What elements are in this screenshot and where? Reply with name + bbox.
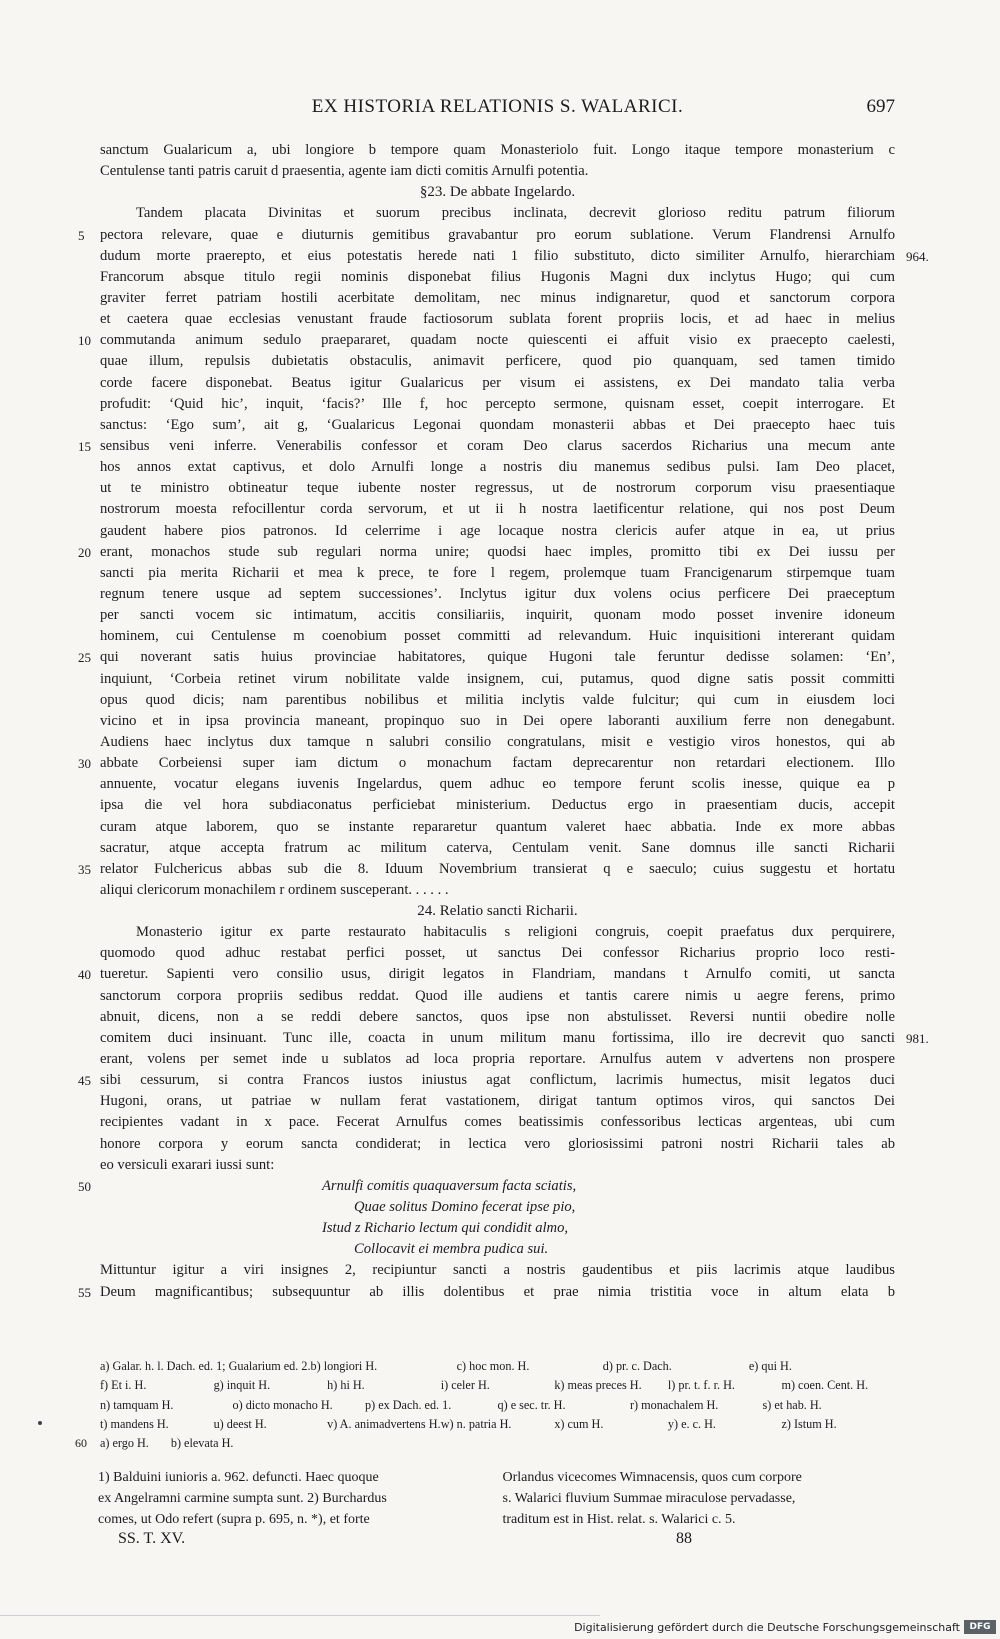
line-text: gaudent habere pios patronos. Id celerrime i age locaque nostra clericis aufer atque in ea, ut prius [100, 522, 895, 539]
text-line [78, 964, 895, 985]
line-number: 55 [78, 1284, 91, 1300]
line-text: quomodo quod adhuc restabat perfici posset, ut sanctus Dei confessor Richarius proprio loco resti- [100, 945, 895, 962]
line-text: et caetera quae ecclesias venustant fraude factiosorum sublata forent propriis locis, et ad haec in melius [100, 311, 895, 328]
line-text: commutanda animum sedulo praepararet, quadam nocte quiescenti ei affuit visio ex praecepto caelesti, [100, 332, 895, 349]
text-line [100, 1134, 895, 1155]
line-text: Deum magnificantibus; subsequuntur ab illis dolentibus et prae nimia tristitia voce in altum elata b [100, 1283, 895, 1300]
footnote-entry: a) ergo H. [100, 1436, 149, 1451]
footnote-entry: f) Et i. H. [100, 1378, 147, 1393]
volume-signature: SS. T. XV. [118, 1530, 186, 1547]
line-text: ipsa die vel hora subdiaconatus perficiebat ministerium. Deductus ergo in praesentiam ducis, accepit [100, 797, 895, 814]
footnote-row [75, 1434, 895, 1453]
footnote-entry: p) ex Dach. ed. 1. [365, 1397, 452, 1412]
bottom-note-line: ex Angelramni carmine sumpta sunt. 2) Burchardus [98, 1491, 387, 1506]
line-text: 24. Relatio sancti Richarii. [417, 903, 578, 920]
line-text: sanctum Gualaricum a, ubi longiore b tempore quam Monasteriolo fuit. Longo itaque tempore monasterium c [100, 142, 895, 158]
text-line [78, 859, 895, 880]
text-line [78, 647, 895, 668]
line-text: regnum tenere usque ad septem successiones’. Inclytus igitur dux volens ocius perficere Dei praeceptum [100, 585, 895, 602]
footnote-entry: i) celer H. [440, 1378, 490, 1393]
footnote-entry: n) tamquam H. [100, 1397, 174, 1412]
text-line [100, 140, 895, 161]
text-line [100, 669, 895, 690]
verse-line [100, 1239, 895, 1260]
footnote-entry: a) Galar. h. l. Dach. ed. 1; Gualarium ed. 2. [100, 1359, 311, 1373]
line-text: aliqui clericorum monachilem r ordinem susceperant. . . . . . [100, 881, 449, 898]
footnote-entry: v) A. animadvertens H. [327, 1416, 441, 1431]
text-line [100, 774, 895, 795]
footnote-row [100, 1396, 895, 1415]
line-text: vicino et in ipsa provincia maneant, propinquo suo in Dei opere laboranti auxilium ferre non denegabunt. [100, 712, 895, 729]
line-number: 10 [78, 333, 91, 349]
line-text: Centulense tanti patris caruit d praesentia, agente iam dicti comitis Arnulfi potentia. [100, 163, 589, 180]
text-line [100, 690, 895, 711]
line-text: pectora relevare, quae e diuturnis gemitibus gravabantur pro eorum sublatione. Verum Flandrensi Arnulfo [100, 226, 895, 243]
footnote-entry: e) qui H. [748, 1359, 792, 1373]
text-line [100, 563, 895, 584]
margin-year: 964. [906, 248, 929, 264]
text-line [100, 203, 895, 224]
text-line [100, 1260, 895, 1281]
footnote-entry: h) hi H. [327, 1378, 365, 1393]
footnote-entry: o) dicto monacho H. [232, 1397, 333, 1412]
verse-line [100, 1218, 895, 1239]
text-line [100, 605, 895, 626]
folio-number: 88 [676, 1530, 692, 1547]
line-number: 50 [78, 1178, 91, 1194]
text-line [100, 711, 895, 732]
text-line [100, 351, 895, 372]
line-text: annuente, vocatur elegans iuvenis Ingelardus, quem adhuc eo tempore ferunt scolis inesse, quique ea p [100, 776, 895, 793]
text-line [78, 1070, 895, 1091]
footnote-entry: d) pr. c. Dach. [602, 1359, 672, 1373]
line-text: sanctus: ‘Ego sum’, ait g, ‘Gualaricus Legonai quondam monasterii abbas et Dei praecepto haec tuis [100, 416, 895, 433]
margin-dot [38, 1421, 42, 1425]
verse-line [100, 1197, 895, 1218]
line-text: sanctorum corpora propriis sedibus reddat. Quod ille audiens et tantis carere nimis u aegre ferens, primo [100, 987, 895, 1004]
footnote-entry: l) pr. t. f. r. H. [667, 1378, 735, 1393]
text-line [100, 457, 895, 478]
main-text [78, 140, 929, 1303]
text-line [100, 478, 895, 499]
line-text: relator Fulchericus abbas sub die 8. Iduum Novembrium transierat q e saeculo; cuius suggestu et hortatu [100, 860, 895, 877]
text-line [100, 267, 895, 288]
margin-year: 981. [906, 1030, 929, 1046]
footnote-entry: k) meas preces H. [554, 1378, 642, 1393]
line-text: sibi cessurum, si contra Francos iustos iniustus agat conflictum, lacrimis humectus, misit legatos duci [100, 1072, 895, 1089]
line-number: 20 [78, 544, 91, 560]
line-text: inquiunt, ‘Corbeia retinet virum nobilitate valde insignem, cui, putamus, quod digne satis possit committi [100, 670, 895, 687]
text-line [100, 499, 895, 520]
line-text: sancti pia merita Richarii et mea k prece, te fore l regem, prolemque tuam Francigenarum stirpemque tuam [100, 564, 895, 581]
bottom-note-line: traditum est in Hist. relat. s. Walarici c. 5. [502, 1512, 736, 1527]
text-line [100, 732, 895, 753]
line-number: 5 [78, 227, 85, 243]
line-text: tueretur. Sapienti vero consilio usus, dirigit legatos in Flandriam, mandans t Arnulfo comiti, ut sancta [100, 966, 895, 983]
line-text: hominem, cui Centulense m coenobium posset committi ad relevandum. Huic inquisitioni intererant quidam [100, 628, 895, 645]
line-text: Tandem placata Divinitas et suorum precibus inclinata, decrevit glorioso reditu patrum filiorum [136, 205, 895, 222]
footnote-entry: s) et hab. H. [762, 1397, 822, 1412]
line-text: per sancti vocem sic intimatum, accitis consiliariis, inquirit, quonam modo posset invenire idoneum [100, 607, 895, 624]
line-text: Collocavit ei membra pudica sui. [354, 1241, 549, 1258]
footnote-entry: g) inquit H. [213, 1378, 271, 1393]
line-text: opus quod dicis; nam parentibus nobilibus et militia inclytis valde fulcitur; qui cum in eiusdem loci [100, 691, 895, 708]
line-text: quae illum, repulsis dubietatis obstaculis, animavit perficere, quod pio quanquam, sed tamen timido [100, 353, 895, 370]
text-line [100, 415, 895, 436]
page-number: 697 [866, 96, 895, 117]
line-number: 25 [78, 650, 91, 666]
line-text: ut te ministro obtineatur teque iubente noster regressus, ut de nostrorum corporum visu praesentiaque [100, 480, 895, 497]
text-line [100, 584, 895, 605]
footnote-row [100, 1415, 895, 1434]
text-line [100, 1112, 895, 1133]
text-line [100, 1091, 895, 1112]
bottom-note-line: Orlandus vicecomes Wimnacensis, quos cum corpore [502, 1470, 802, 1485]
text-line [100, 838, 895, 859]
line-text: hos annos extat captivus, et dolo Arnulfi longe a nostris diu manemus sedibus pulsi. Iam Deo placet, [100, 459, 895, 476]
section-heading [100, 901, 895, 922]
line-text: Francorum absque titulo regii nominis disponebat filius Hugonis Magni dux inclytus Hugo; qui cum [100, 268, 895, 285]
text-line [78, 542, 895, 563]
footnote-row [100, 1376, 895, 1395]
footnote-entry: r) monachalem H. [630, 1397, 719, 1412]
line-number: 60 [75, 1436, 87, 1451]
text-line [78, 225, 895, 246]
line-text: eo versiculi exarari iussi sunt: [100, 1156, 275, 1173]
footnote-entry: t) mandens H. [100, 1416, 169, 1431]
text-line [100, 986, 895, 1007]
bottom-note-line: s. Walarici fluvium Summae miraculose pervadasse, [502, 1491, 796, 1506]
line-text: graviter ferret patriam hostili acerbitate demolitam, nec minus indignaretur, quod et sanctorum corpora [100, 289, 895, 306]
text-line [100, 880, 895, 901]
line-text: Hugoni, orans, ut patriae w nullam ferat vastationem, dirigat tantum optimos viros, qui sanctos Dei [100, 1093, 895, 1110]
text-line [100, 394, 895, 415]
footnote-entry: z) Istum H. [781, 1416, 837, 1431]
footnote-entry: c) hoc mon. H. [456, 1359, 530, 1373]
text-line [100, 1155, 895, 1176]
footnote-entry: m) coen. Cent. H. [781, 1378, 869, 1393]
footnote-entry: q) e sec. tr. H. [497, 1397, 566, 1412]
text-line [100, 246, 929, 267]
line-text: Audiens haec inclytus dux tamque n salubri consilio congratulans, misit e vestigio viros honestos, qui ab [100, 733, 895, 750]
line-text: Istud z Richario lectum qui condidit almo, [322, 1220, 569, 1237]
line-text: abbate Corbeiensi super iam dictum o monachum factam deprecarentur non retardari electionem. Illo [100, 755, 895, 772]
line-text: abnuit, dicens, non a se reddi debere sanctos, quos ipse non abstulisset. Reversi nuntii obedire nolle [100, 1008, 895, 1025]
digitization-footer [560, 1615, 1000, 1639]
line-text: erant, monachos stude sub regulari norma unire; quodsi haec imples, promitto tibi ex Dei iussu per [100, 543, 895, 560]
dfg-logo: DFG [964, 1620, 996, 1634]
line-text: sacratur, atque accepta fratrum ac militum caterva, Centulam venit. Sane domnus ille sancti Richarii [100, 839, 895, 856]
text-line [100, 795, 895, 816]
line-text: honore corpora y eorum sancta condiderat; in lectica vero gloriosissimi patroni nostri Richarii tales ab [100, 1135, 895, 1152]
line-text: dudum morte praerepto, et eius potestatis herede nati 1 filio substituto, dicto similiter Arnulfo, hierarchiam [100, 247, 895, 264]
text-line [78, 436, 895, 457]
text-line [100, 161, 895, 182]
footnote-entry: x) cum H. [554, 1416, 604, 1431]
line-text: sensibus veni inferre. Venerabilis confessor et coram Deo clarus sacerdos Richarius una mecum ante [100, 437, 895, 454]
verse-line [78, 1176, 895, 1197]
footnote-entry: w) n. patria H. [440, 1416, 512, 1431]
section-heading [100, 182, 895, 203]
footnote-row [100, 1357, 895, 1376]
line-text: curam atque laborem, quo se instante repararetur quantum valeret haec abbatia. Inde ex more abbas [100, 818, 895, 835]
text-line [100, 521, 895, 542]
text-line [100, 1028, 929, 1049]
footnote-entry: b) elevata H. [170, 1436, 234, 1451]
line-text: §23. De abbate Ingelardo. [419, 184, 576, 201]
line-number: 45 [78, 1073, 91, 1089]
running-header [100, 96, 895, 126]
line-text: recipientes vadant in x pace. Fecerat Arnulfus comes beatissimis confessoribus lecticas argenteas, ubi cum [100, 1114, 895, 1131]
line-text: erant, volens per semet inde u sublatos ad loca propria reportare. Arnulfus autem v advertens non prospere [100, 1051, 895, 1068]
line-number: 30 [78, 756, 91, 772]
critical-apparatus [75, 1357, 895, 1453]
bottom-notes-left-column [98, 1467, 491, 1530]
line-text: Monasterio igitur ex parte restaurato habitaculis s religioni congruis, coepit praefatus dux perquirere, [136, 924, 895, 941]
text-line [100, 1007, 895, 1028]
line-text: Quae solitus Domino fecerat ipse pio, [354, 1199, 576, 1216]
line-text: nostrorum moesta refocillentur corda servorum, et ut ii h nostra laetificentur relatione, qui nos post Deum [100, 501, 895, 518]
line-text: profudit: ‘Quid hic’, inquit, ‘facis?’ Ille f, hoc percepto sermone, quisnam esset, coepit interrogare. Et [100, 395, 895, 412]
line-text: comitem duci insinuant. Tunc ille, coacta in unum militum manu fortissima, illo ire decrevit quo sancti [100, 1029, 895, 1046]
text-line [78, 1282, 895, 1303]
line-text: Mittuntur igitur a viri insignes 2, recipiuntur sancti a nostris gaudentibus et piis lacrimis atque laudibus [100, 1262, 895, 1279]
running-title: EX HISTORIA RELATIONIS S. WALARICI. [311, 96, 684, 117]
text-line [100, 288, 895, 309]
bottom-note-line: comes, ut Odo refert (supra p. 695, n. *), et forte [98, 1512, 370, 1527]
text-line [100, 922, 895, 943]
text-line [78, 753, 895, 774]
text-line [100, 373, 895, 394]
text-line [100, 309, 895, 330]
text-line [100, 943, 895, 964]
bottom-notes [98, 1467, 895, 1530]
text-line [100, 626, 895, 647]
line-number: 40 [78, 967, 91, 983]
bottom-note-line: 1) Balduini iunioris a. 962. defuncti. Haec quoque [98, 1470, 379, 1485]
text-line [100, 817, 895, 838]
funding-credit: Digitalisierung gefördert durch die Deutsche Forschungsgemeinschaft [574, 1620, 960, 1634]
line-text: Arnulfi comitis quaquaversum facta sciatis, [322, 1177, 577, 1194]
footnote-entry: u) deest H. [213, 1416, 267, 1431]
text-line [100, 1049, 895, 1070]
footnote-entry: b) longiori H. [310, 1359, 378, 1373]
footer-divider [0, 1615, 600, 1616]
line-number: 15 [78, 438, 91, 454]
line-text: corde facere disponebat. Beatus igitur Gualaricus per visum ei assistens, ex Dei mandato talia verba [100, 374, 895, 391]
bottom-notes-right-column [491, 1467, 896, 1530]
line-text: qui noverant satis huius provinciae habitatores, quique Hugoni tale feruntur dedisse solamen: ‘En’, [100, 649, 895, 666]
footnote-entry: y) e. c. H. [667, 1416, 716, 1431]
line-number: 35 [78, 861, 91, 877]
text-line [78, 330, 895, 351]
